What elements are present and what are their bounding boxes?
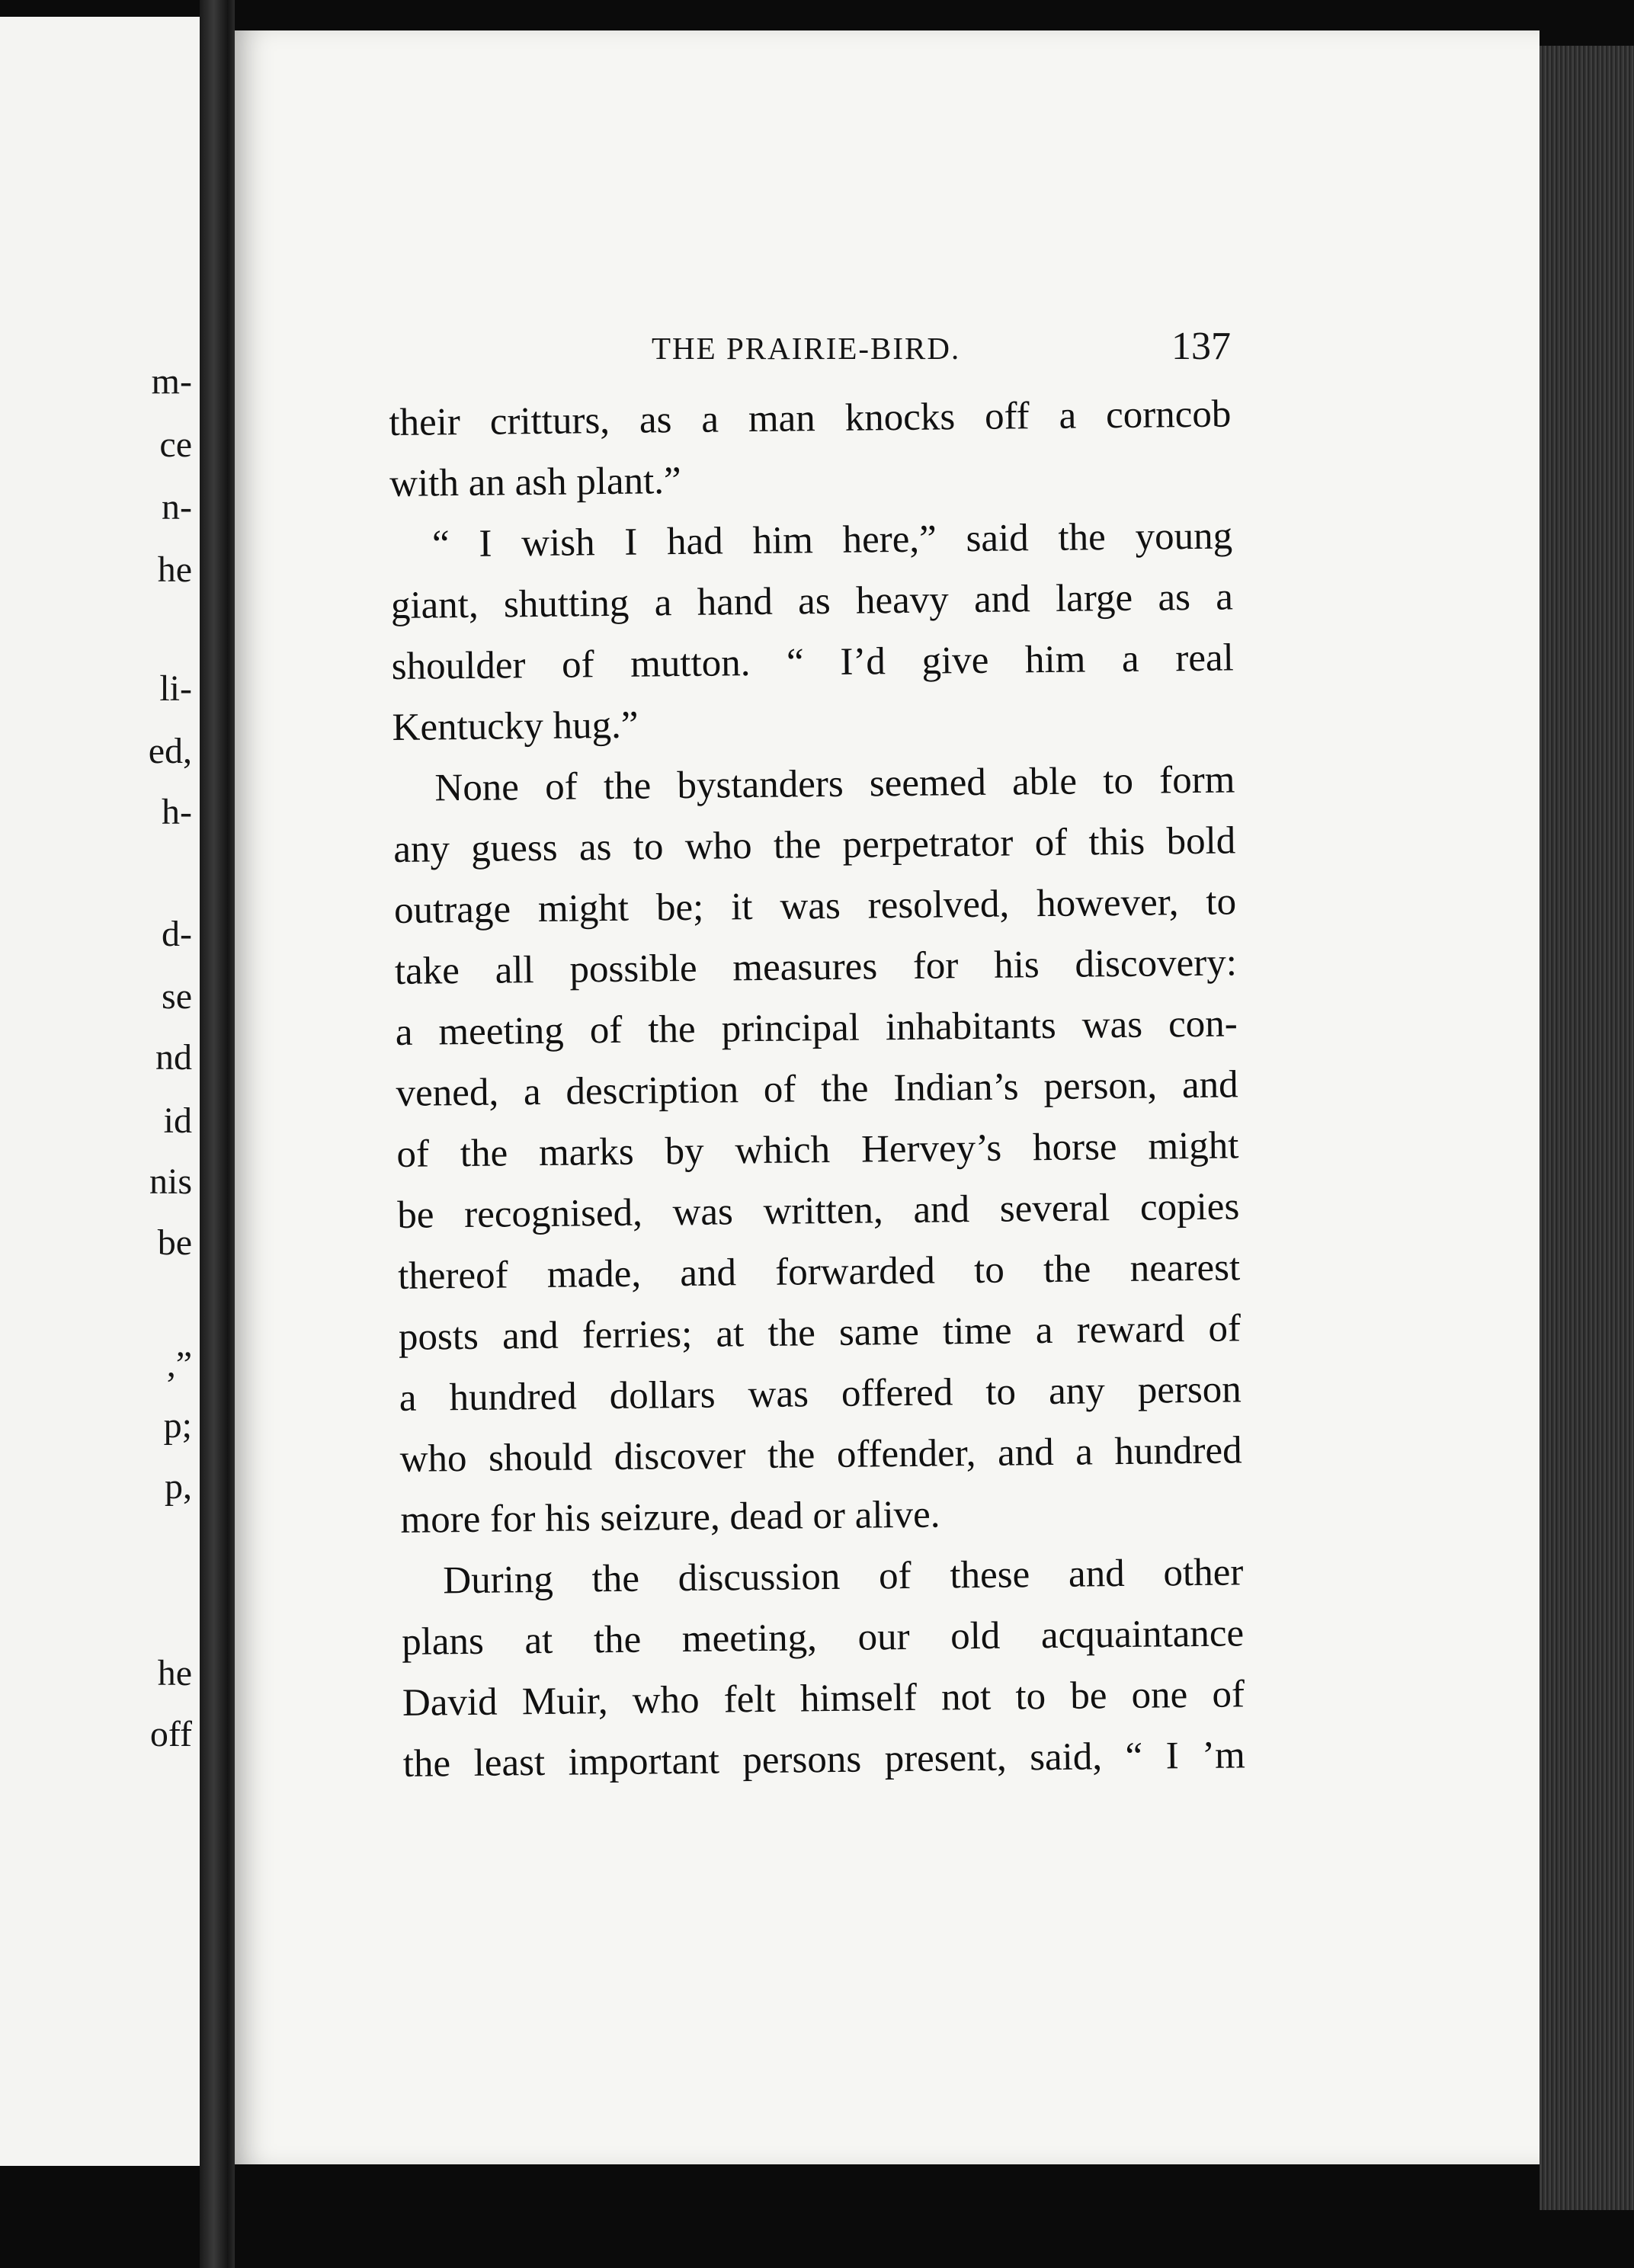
text-line: outrage might be; it was resolved, however, to	[393, 880, 1237, 932]
left-page-fragment: ,”	[166, 1344, 192, 1385]
left-page-fragment: nis	[149, 1161, 192, 1202]
text-line: vened, a description of the Indian’s person, and	[396, 1063, 1238, 1115]
left-page-fragment: ce	[159, 424, 192, 465]
text-line: more for his seizure, dead or alive.	[400, 1493, 940, 1542]
text-line: posts and ferries; at the same time a reward of	[398, 1307, 1242, 1359]
text-line: take all possible measures for his discovery:	[394, 941, 1238, 993]
left-page-fragment: li-	[159, 668, 192, 709]
text-line: who should discover the offender, and a hundred	[399, 1429, 1242, 1481]
text-line: their critturs, as a man knocks off a corncob	[389, 392, 1232, 444]
running-title: THE PRAIRIE-BIRD.	[652, 331, 961, 366]
text-line: with an ash plant.”	[389, 459, 681, 505]
text-line: be recognised, was written, and several copies	[397, 1185, 1240, 1237]
text-line: During the discussion of these and other	[443, 1551, 1244, 1603]
text-line: a hundred dollars was offered to any person	[399, 1368, 1242, 1420]
left-page-fragment: nd	[155, 1037, 192, 1078]
page-header	[652, 324, 1231, 377]
text-line: any guess as to who the perpetrator of this bold	[392, 819, 1236, 871]
text-line: None of the bystanders seemed able to form	[434, 758, 1235, 810]
left-page-fragment: h-	[162, 792, 192, 832]
left-facing-page	[0, 17, 202, 2166]
text-line: the least important persons present, said, “ I ’m	[402, 1734, 1246, 1786]
left-page-fragment: n-	[162, 487, 192, 527]
left-page-fragment: be	[157, 1222, 192, 1263]
book-gutter	[200, 0, 235, 2268]
left-page-fragment: he	[157, 549, 192, 590]
text-line: plans at the meeting, our old acquaintance	[401, 1612, 1245, 1664]
text-line: “ I wish I had him here,” said the young	[431, 514, 1233, 566]
left-page-fragment: p;	[163, 1405, 192, 1446]
text-line: giant, shutting a hand as heavy and large as a	[390, 575, 1234, 627]
left-page-fragment: d-	[162, 914, 192, 954]
page-number: 137	[1171, 325, 1231, 368]
left-page-fragment: he	[157, 1653, 192, 1693]
text-line: of the marks by which Hervey’s horse might	[396, 1124, 1239, 1176]
left-page-fragment: off	[149, 1714, 192, 1754]
body-text	[389, 383, 1245, 1794]
text-line: David Muir, who felt himself not to be one of	[402, 1673, 1245, 1725]
left-page-fragment: m-	[151, 361, 192, 402]
text-line: shoulder of mutton. “ I’d give him a real	[391, 636, 1235, 688]
left-page-fragment: se	[162, 976, 192, 1017]
left-page-fragment: p,	[165, 1466, 192, 1507]
left-page-fragment: id	[163, 1100, 192, 1141]
text-line: Kentucky hug.”	[392, 703, 639, 749]
text-line: thereof made, and forwarded to the nearest	[397, 1246, 1241, 1298]
page-edges	[1539, 46, 1634, 2210]
text-line: a meeting of the principal inhabitants was con-	[395, 1002, 1238, 1054]
left-page-fragment: ed,	[148, 731, 192, 771]
